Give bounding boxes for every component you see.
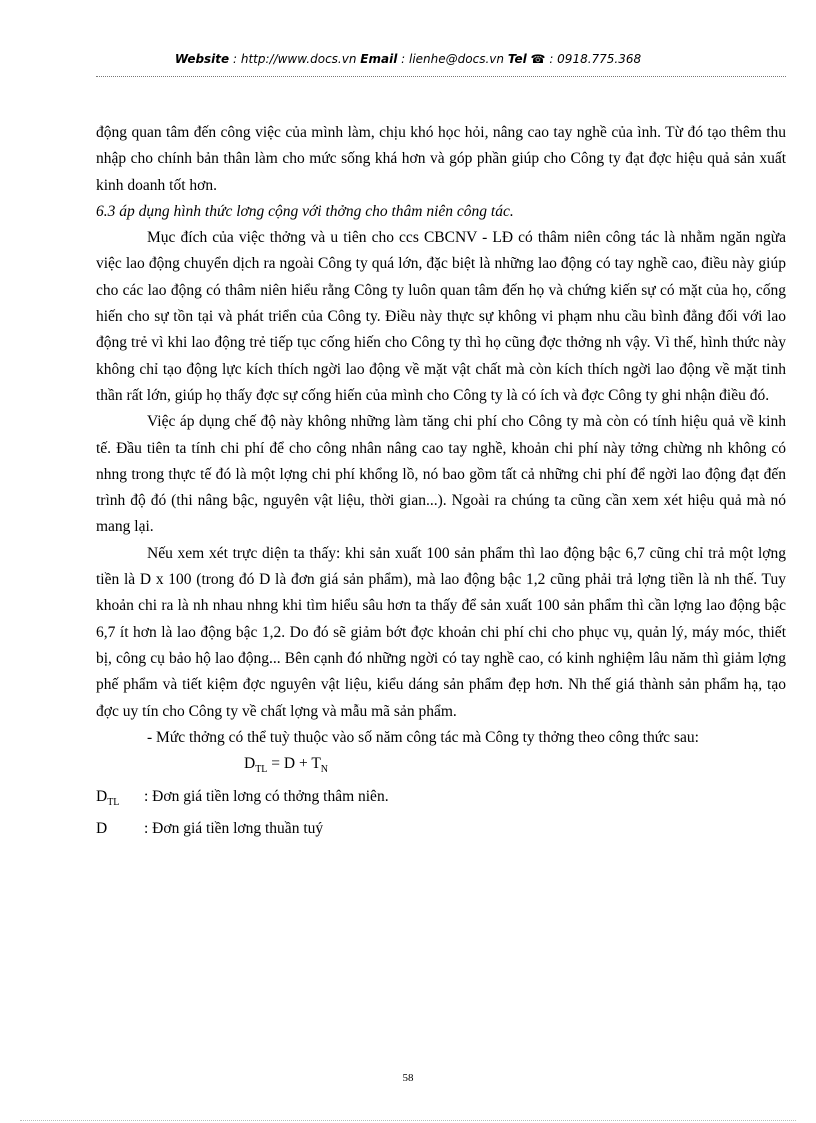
definition-symbol: D <box>96 819 108 837</box>
page-number: 58 <box>402 1072 414 1084</box>
formula-lhs-subscript: TL <box>255 764 268 776</box>
definition-term <box>96 816 144 842</box>
paragraph-cost: Việc áp dụng chế độ này không những làm tăng chi phí cho Công ty mà còn có tính hiệu quả về kinh tế. Đầu tiên ta tính chi phí để cho công nhân nâng cao tay nghề, khoản chi phí này tởng chừng nh không có nhng trong thực tế đó là một lợng chi phí khổng lồ, nó bao gồm tất cả những chi phí để ngời lao động đạt đến trình độ đó (thi nâng bậc, nguyên vật liệu, thời gian...). Ngoài ra chúng ta cũng cần xem xét hiệu quả mà nó mang lại. <box>96 413 786 536</box>
paragraph-purpose: Mục đích của việc thởng và u tiên cho ccs CBCNV - LĐ có thâm niên công tác là nhằm ngăn ngừa việc lao động chuyển dịch ra ngoài Công ty quá lớn, đặc biệt là những lao động có tay nghề cao, điều này giúp cho các lao động có thâm niên hiểu rằng Công ty luôn quan tâm đến họ và chứng kiến sự có mặt của họ, cống hiến cho sự tồn tại và phát triển của Công ty. Điều này thực sự không vi phạm nhu cầu bình đẳng đối với lao động trẻ vì khi lao động trẻ tiếp tục cống hiến cho Công ty thì họ cũng đợc thởng nh vậy. Vì thế, hình thức này không chỉ tạo động lực kích thích ngời lao động về mặt vật chất mà còn kích thích ngời lao động về mặt tinh thần rất lớn, giúp họ thấy đợc sự cống hiến của mình cho Công ty là có ích và đợc Công ty ghi nhận điều đó. <box>96 229 786 404</box>
definition-term <box>96 784 144 816</box>
email-value: : lienhe@docs.vn <box>401 52 504 66</box>
definition-text: : Đơn giá tiền lơng có thởng thâm niên. <box>144 787 389 805</box>
formula-lhs: D <box>244 755 256 773</box>
paragraph-continued: động quan tâm đến công việc của mình làm, chịu khó học hỏi, nâng cao tay nghề của ình. Từ đó tạo thêm thu nhập cho chính bản thân làm cho mức sống khá hơn và góp phần giúp cho Công ty đạt đợc hiệu quả sản xuất kinh doanh tốt hơn. <box>96 124 786 194</box>
definition-subscript: TL <box>107 796 120 808</box>
email-label: Email <box>360 52 398 66</box>
paragraph-analysis: Nếu xem xét trực diện ta thấy: khi sản xuất 100 sản phẩm thì lao động bậc 6,7 cũng chỉ trả một lợng tiền là D x 100 (trong đó D là đơn giá sản phẩm), mà lao động bậc 1,2 cũng phải trả lợng tiền là nh thế. Tuy khoản chi ra là nh nhau nhng khi tìm hiểu sâu hơn ta thấy để sản xuất 100 sản phẩm thì cần lợng lao động bậc 6,7 ít hơn là lao động bậc 1,2. Do đó sẽ giảm bớt đợc khoản chi phí chi cho phục vụ, quản lý, máy móc, thiết bị, công cụ bảo hộ lao động... Bên cạnh đó những ngời có tay nghề cao, có kinh nghiệm lâu năm thì giảm lợng phế phẩm và tiết kiệm đợc nguyên vật liệu, kiểu dáng sản phẩm đẹp hơn. Nh thế giá thành sản phẩm hạ, tạo đợc uy tín cho Công ty về chất lợng và mẫu mã sản phẩm. <box>96 544 786 720</box>
definition-row <box>96 816 786 842</box>
phone-icon: ☎ <box>530 52 546 66</box>
definition-symbol: D <box>96 787 108 805</box>
page-header <box>0 52 816 66</box>
section-heading: 6.3 áp dụng hình thức lơng cộng với thởng cho thâm niên công tác. <box>96 202 514 220</box>
definition-text: : Đơn giá tiền lơng thuần tuý <box>144 819 324 837</box>
paragraph-bonus-rule: - Mức thởng có thể tuỳ thuộc vào số năm công tác mà Công ty thởng theo công thức sau: <box>147 728 699 746</box>
page-body <box>96 120 786 842</box>
formula <box>96 751 786 783</box>
definition-row <box>96 784 786 816</box>
website-value: : http://www.docs.vn <box>233 52 357 66</box>
formula-rhs-subscript: N <box>320 764 329 776</box>
tel-label: Tel <box>507 52 527 66</box>
formula-middle: = D + T <box>267 755 321 773</box>
footer-divider <box>20 1120 796 1121</box>
header-divider <box>96 76 786 77</box>
website-label: Website <box>174 52 230 66</box>
tel-value: : 0918.775.368 <box>549 52 642 66</box>
